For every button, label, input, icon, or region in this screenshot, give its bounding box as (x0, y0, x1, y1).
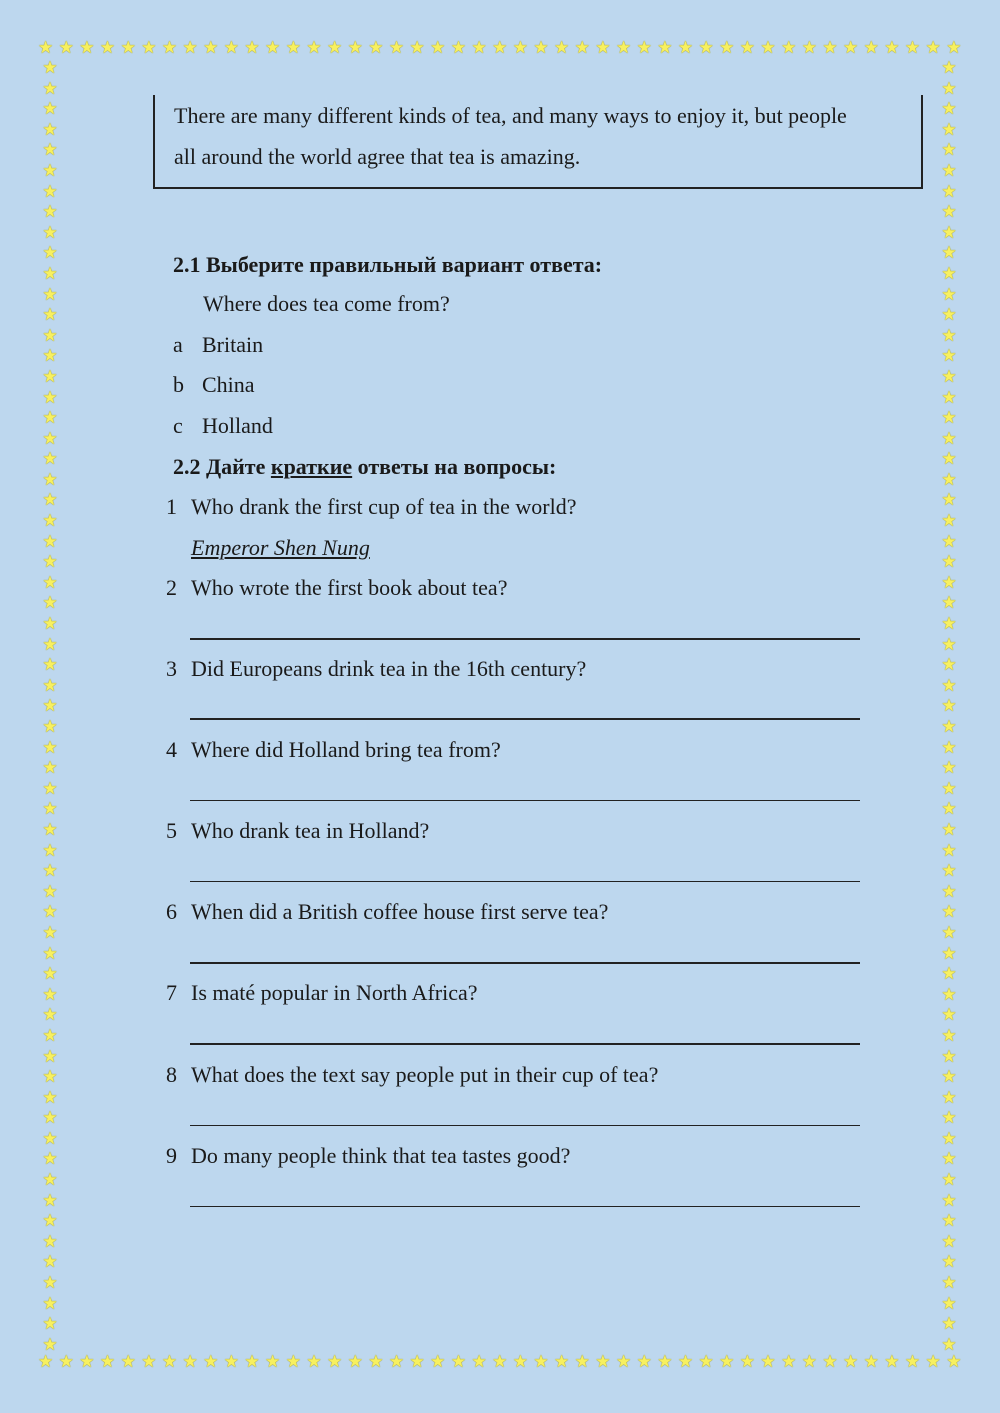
star-icon: ★ (941, 1211, 957, 1232)
star-icon: ★ (739, 37, 756, 58)
star-icon: ★ (677, 1351, 694, 1372)
star-icon: ★ (99, 37, 116, 58)
star-icon: ★ (42, 119, 58, 140)
star-icon: ★ (941, 99, 957, 120)
star-icon: ★ (941, 1025, 957, 1046)
star-icon: ★ (941, 531, 957, 552)
question-1-text: Who drank the first cup of tea in the world? (191, 494, 577, 519)
star-icon: ★ (941, 1128, 957, 1149)
star-icon: ★ (863, 37, 879, 58)
star-icon: ★ (42, 572, 58, 593)
star-icon: ★ (941, 1046, 957, 1067)
question-5-answer-line[interactable] (190, 881, 860, 882)
star-icon: ★ (42, 263, 58, 284)
star-icon: ★ (42, 1025, 58, 1046)
star-icon: ★ (842, 1351, 859, 1372)
star-icon: ★ (42, 696, 58, 717)
star-icon: ★ (941, 696, 957, 717)
star-icon: ★ (430, 1351, 446, 1372)
star-icon: ★ (42, 984, 58, 1005)
question-2-text: Who wrote the first book about tea? (191, 575, 508, 600)
star-icon: ★ (615, 37, 632, 58)
star-icon: ★ (182, 37, 198, 58)
star-icon: ★ (941, 634, 957, 655)
star-border-top (38, 37, 962, 59)
star-icon: ★ (941, 58, 957, 78)
star-icon: ★ (781, 37, 797, 58)
section-2-heading-post: ответы на вопросы: (352, 454, 557, 479)
question-8-number: 8 (166, 1062, 177, 1087)
star-icon: ★ (182, 1351, 198, 1372)
star-icon: ★ (739, 1351, 756, 1372)
star-icon: ★ (450, 1351, 467, 1372)
star-icon: ★ (492, 37, 508, 58)
section-2-heading-underlined: краткие (270, 454, 353, 479)
star-icon: ★ (941, 263, 957, 284)
section-1-question: Where does tea come from? (203, 291, 450, 316)
star-icon: ★ (409, 1351, 425, 1372)
star-icon: ★ (42, 593, 58, 614)
star-icon: ★ (42, 1170, 58, 1191)
star-icon: ★ (941, 1293, 957, 1314)
star-icon: ★ (42, 1108, 58, 1129)
star-icon: ★ (471, 1351, 487, 1372)
star-icon: ★ (941, 222, 957, 243)
star-icon: ★ (471, 37, 487, 58)
star-icon: ★ (42, 531, 58, 552)
star-icon: ★ (941, 655, 957, 676)
star-icon: ★ (941, 243, 957, 264)
star-icon: ★ (941, 1067, 957, 1088)
star-icon: ★ (38, 1351, 54, 1372)
star-icon: ★ (941, 366, 957, 387)
star-icon: ★ (801, 37, 817, 58)
star-icon: ★ (42, 511, 58, 532)
star-icon: ★ (941, 1190, 957, 1211)
star-icon: ★ (42, 655, 58, 676)
star-icon: ★ (388, 37, 405, 58)
star-icon: ★ (615, 1351, 632, 1372)
question-3-text: Did Europeans drink tea in the 16th century? (191, 656, 587, 681)
star-icon: ★ (42, 1273, 58, 1294)
star-icon: ★ (42, 861, 58, 882)
star-icon: ★ (42, 160, 58, 181)
star-border-left (39, 60, 61, 1354)
star-icon: ★ (42, 737, 58, 758)
star-icon: ★ (430, 37, 446, 58)
star-icon: ★ (42, 408, 58, 429)
star-icon: ★ (42, 325, 58, 346)
option-c-letter: c (173, 413, 183, 438)
star-icon: ★ (941, 119, 957, 140)
star-icon: ★ (42, 675, 58, 696)
star-icon: ★ (42, 1211, 58, 1232)
star-icon: ★ (941, 1314, 957, 1335)
star-icon: ★ (42, 881, 58, 902)
star-icon: ★ (409, 37, 425, 58)
star-icon: ★ (941, 861, 957, 882)
star-icon: ★ (42, 58, 58, 78)
star-icon: ★ (450, 37, 467, 58)
star-icon: ★ (223, 37, 240, 58)
option-b-text[interactable]: China (202, 372, 255, 397)
star-icon: ★ (203, 1351, 219, 1372)
star-icon: ★ (941, 614, 957, 635)
star-icon: ★ (941, 717, 957, 737)
star-icon: ★ (42, 552, 58, 573)
star-icon: ★ (941, 943, 957, 964)
star-icon: ★ (42, 449, 58, 470)
star-icon: ★ (42, 799, 58, 820)
star-icon: ★ (698, 1351, 714, 1372)
star-icon: ★ (884, 1351, 900, 1372)
star-icon: ★ (42, 284, 58, 305)
star-icon: ★ (801, 1351, 817, 1372)
star-icon: ★ (512, 1351, 528, 1372)
option-a-letter: a (173, 332, 183, 357)
star-icon: ★ (941, 428, 957, 449)
star-icon: ★ (42, 1067, 58, 1088)
star-icon: ★ (42, 1314, 58, 1335)
star-icon: ★ (42, 902, 58, 923)
star-icon: ★ (574, 1351, 590, 1372)
star-icon: ★ (941, 1005, 957, 1026)
question-7-number: 7 (166, 980, 177, 1005)
star-icon: ★ (79, 1351, 95, 1372)
star-icon: ★ (42, 222, 58, 243)
section-2-heading-pre: 2.2 Дайте (173, 454, 271, 479)
star-icon: ★ (58, 1351, 74, 1372)
star-icon: ★ (42, 1334, 58, 1355)
star-icon: ★ (941, 964, 957, 985)
star-icon: ★ (326, 37, 343, 58)
question-4-answer-line[interactable] (190, 800, 860, 801)
question-9-answer-line[interactable] (190, 1206, 860, 1207)
star-icon: ★ (42, 469, 58, 490)
star-icon: ★ (285, 37, 301, 58)
star-icon: ★ (946, 1351, 962, 1372)
star-icon: ★ (941, 160, 957, 181)
star-icon: ★ (42, 943, 58, 964)
star-icon: ★ (941, 1273, 957, 1294)
star-icon: ★ (326, 1351, 343, 1372)
star-icon: ★ (368, 37, 384, 58)
question-5-number: 5 (166, 818, 177, 843)
question-5-text: Who drank tea in Holland? (191, 818, 430, 843)
star-icon: ★ (38, 37, 54, 58)
star-icon: ★ (347, 1351, 363, 1372)
star-icon: ★ (941, 1231, 957, 1252)
star-icon: ★ (42, 1149, 58, 1170)
star-icon: ★ (941, 819, 957, 840)
star-icon: ★ (42, 428, 58, 449)
star-icon: ★ (42, 840, 58, 861)
star-icon: ★ (42, 140, 58, 161)
option-a-text[interactable]: Britain (202, 332, 264, 357)
star-icon: ★ (941, 1108, 957, 1129)
star-icon: ★ (595, 37, 611, 58)
star-icon: ★ (719, 37, 735, 58)
option-b-letter: b (173, 372, 184, 397)
star-icon: ★ (941, 325, 957, 346)
star-icon: ★ (42, 717, 58, 737)
question-6-answer-line[interactable] (190, 962, 860, 964)
star-icon: ★ (42, 758, 58, 779)
star-icon: ★ (533, 1351, 549, 1372)
star-icon: ★ (347, 37, 363, 58)
star-border-right (938, 60, 960, 1354)
question-4-number: 4 (166, 737, 177, 762)
star-icon: ★ (941, 1087, 957, 1108)
star-icon: ★ (554, 1351, 570, 1372)
star-icon: ★ (657, 37, 673, 58)
star-icon: ★ (781, 1351, 797, 1372)
star-icon: ★ (42, 305, 58, 326)
star-icon: ★ (161, 37, 178, 58)
question-8-text: What does the text say people put in their cup of tea? (191, 1062, 659, 1087)
star-icon: ★ (941, 1149, 957, 1170)
star-icon: ★ (368, 1351, 384, 1372)
star-icon: ★ (161, 1351, 178, 1372)
star-icon: ★ (120, 1351, 136, 1372)
star-icon: ★ (941, 469, 957, 490)
star-icon: ★ (941, 140, 957, 161)
star-icon: ★ (42, 490, 58, 511)
star-icon: ★ (42, 387, 58, 408)
question-9-number: 9 (166, 1143, 177, 1168)
star-icon: ★ (698, 37, 714, 58)
star-icon: ★ (941, 881, 957, 902)
star-icon: ★ (822, 37, 838, 58)
star-icon: ★ (141, 1351, 157, 1372)
star-icon: ★ (941, 284, 957, 305)
star-icon: ★ (946, 37, 962, 58)
star-icon: ★ (244, 37, 260, 58)
star-icon: ★ (941, 984, 957, 1005)
star-icon: ★ (941, 387, 957, 408)
star-icon: ★ (79, 37, 95, 58)
star-icon: ★ (42, 922, 58, 943)
star-icon: ★ (941, 346, 957, 367)
question-1-number: 1 (166, 494, 177, 519)
question-2-number: 2 (166, 575, 177, 600)
star-icon: ★ (42, 1231, 58, 1252)
question-7-text: Is maté popular in North Africa? (191, 980, 478, 1005)
question-3-answer-line[interactable] (190, 718, 860, 720)
star-icon: ★ (42, 78, 58, 99)
question-7-answer-line[interactable] (190, 1043, 860, 1045)
star-icon: ★ (941, 778, 957, 799)
star-icon: ★ (42, 1087, 58, 1108)
star-icon: ★ (42, 346, 58, 367)
passage-box (153, 95, 923, 189)
option-c-text[interactable]: Holland (202, 413, 273, 438)
star-icon: ★ (941, 758, 957, 779)
star-icon: ★ (941, 922, 957, 943)
star-icon: ★ (388, 1351, 405, 1372)
question-2-answer-line[interactable] (190, 638, 860, 640)
star-icon: ★ (941, 449, 957, 470)
star-icon: ★ (42, 819, 58, 840)
star-icon: ★ (42, 1252, 58, 1273)
star-icon: ★ (677, 37, 694, 58)
star-icon: ★ (941, 572, 957, 593)
star-icon: ★ (265, 1351, 281, 1372)
star-icon: ★ (42, 202, 58, 223)
star-icon: ★ (42, 778, 58, 799)
star-icon: ★ (99, 1351, 116, 1372)
star-icon: ★ (941, 408, 957, 429)
star-icon: ★ (760, 1351, 776, 1372)
passage-line-1: There are many different kinds of tea, and many ways to enjoy it, but people (174, 103, 847, 128)
star-icon: ★ (636, 1351, 652, 1372)
star-icon: ★ (925, 37, 941, 58)
question-4-text: Where did Holland bring tea from? (191, 737, 501, 762)
star-icon: ★ (595, 1351, 611, 1372)
section-1-heading: 2.1 Выберите правильный вариант ответа: (173, 252, 603, 277)
star-icon: ★ (203, 37, 219, 58)
star-icon: ★ (492, 1351, 508, 1372)
star-icon: ★ (863, 1351, 879, 1372)
star-icon: ★ (42, 964, 58, 985)
star-icon: ★ (822, 1351, 838, 1372)
star-icon: ★ (925, 1351, 941, 1372)
star-icon: ★ (285, 1351, 301, 1372)
star-icon: ★ (941, 1252, 957, 1273)
star-icon: ★ (760, 37, 776, 58)
star-icon: ★ (42, 1293, 58, 1314)
question-9-text: Do many people think that tea tastes good? (191, 1143, 571, 1168)
star-icon: ★ (636, 37, 652, 58)
star-icon: ★ (42, 1190, 58, 1211)
star-icon: ★ (941, 490, 957, 511)
star-icon: ★ (941, 675, 957, 696)
star-icon: ★ (42, 1046, 58, 1067)
star-icon: ★ (42, 634, 58, 655)
star-icon: ★ (941, 902, 957, 923)
star-icon: ★ (941, 593, 957, 614)
star-icon: ★ (574, 37, 590, 58)
star-icon: ★ (244, 1351, 260, 1372)
star-icon: ★ (42, 1128, 58, 1149)
star-icon: ★ (941, 737, 957, 758)
star-icon: ★ (941, 840, 957, 861)
star-icon: ★ (941, 1334, 957, 1355)
star-icon: ★ (941, 799, 957, 820)
star-icon: ★ (941, 511, 957, 532)
star-icon: ★ (42, 366, 58, 387)
star-icon: ★ (904, 1351, 921, 1372)
star-icon: ★ (265, 37, 281, 58)
star-icon: ★ (884, 37, 900, 58)
star-border-bottom (38, 1351, 962, 1373)
star-icon: ★ (941, 78, 957, 99)
star-icon: ★ (42, 1005, 58, 1026)
star-icon: ★ (306, 37, 322, 58)
star-icon: ★ (719, 1351, 735, 1372)
star-icon: ★ (533, 37, 549, 58)
star-icon: ★ (941, 202, 957, 223)
star-icon: ★ (58, 37, 74, 58)
star-icon: ★ (657, 1351, 673, 1372)
question-1-answer: Emperor Shen Nung (191, 535, 370, 560)
star-icon: ★ (306, 1351, 322, 1372)
question-6-text: When did a British coffee house first serve tea? (191, 899, 609, 924)
star-icon: ★ (554, 37, 570, 58)
section-2-heading (173, 453, 556, 481)
star-icon: ★ (42, 99, 58, 120)
star-icon: ★ (842, 37, 859, 58)
question-6-number: 6 (166, 899, 177, 924)
star-icon: ★ (42, 243, 58, 264)
star-icon: ★ (904, 37, 921, 58)
star-icon: ★ (941, 552, 957, 573)
question-3-number: 3 (166, 656, 177, 681)
passage-line-2: all around the world agree that tea is amazing. (174, 144, 581, 169)
star-icon: ★ (941, 1170, 957, 1191)
star-icon: ★ (120, 37, 136, 58)
star-icon: ★ (223, 1351, 240, 1372)
star-icon: ★ (42, 614, 58, 635)
question-8-answer-line[interactable] (190, 1125, 860, 1126)
star-icon: ★ (941, 181, 957, 202)
star-icon: ★ (512, 37, 528, 58)
star-icon: ★ (941, 305, 957, 326)
star-icon: ★ (141, 37, 157, 58)
star-icon: ★ (42, 181, 58, 202)
